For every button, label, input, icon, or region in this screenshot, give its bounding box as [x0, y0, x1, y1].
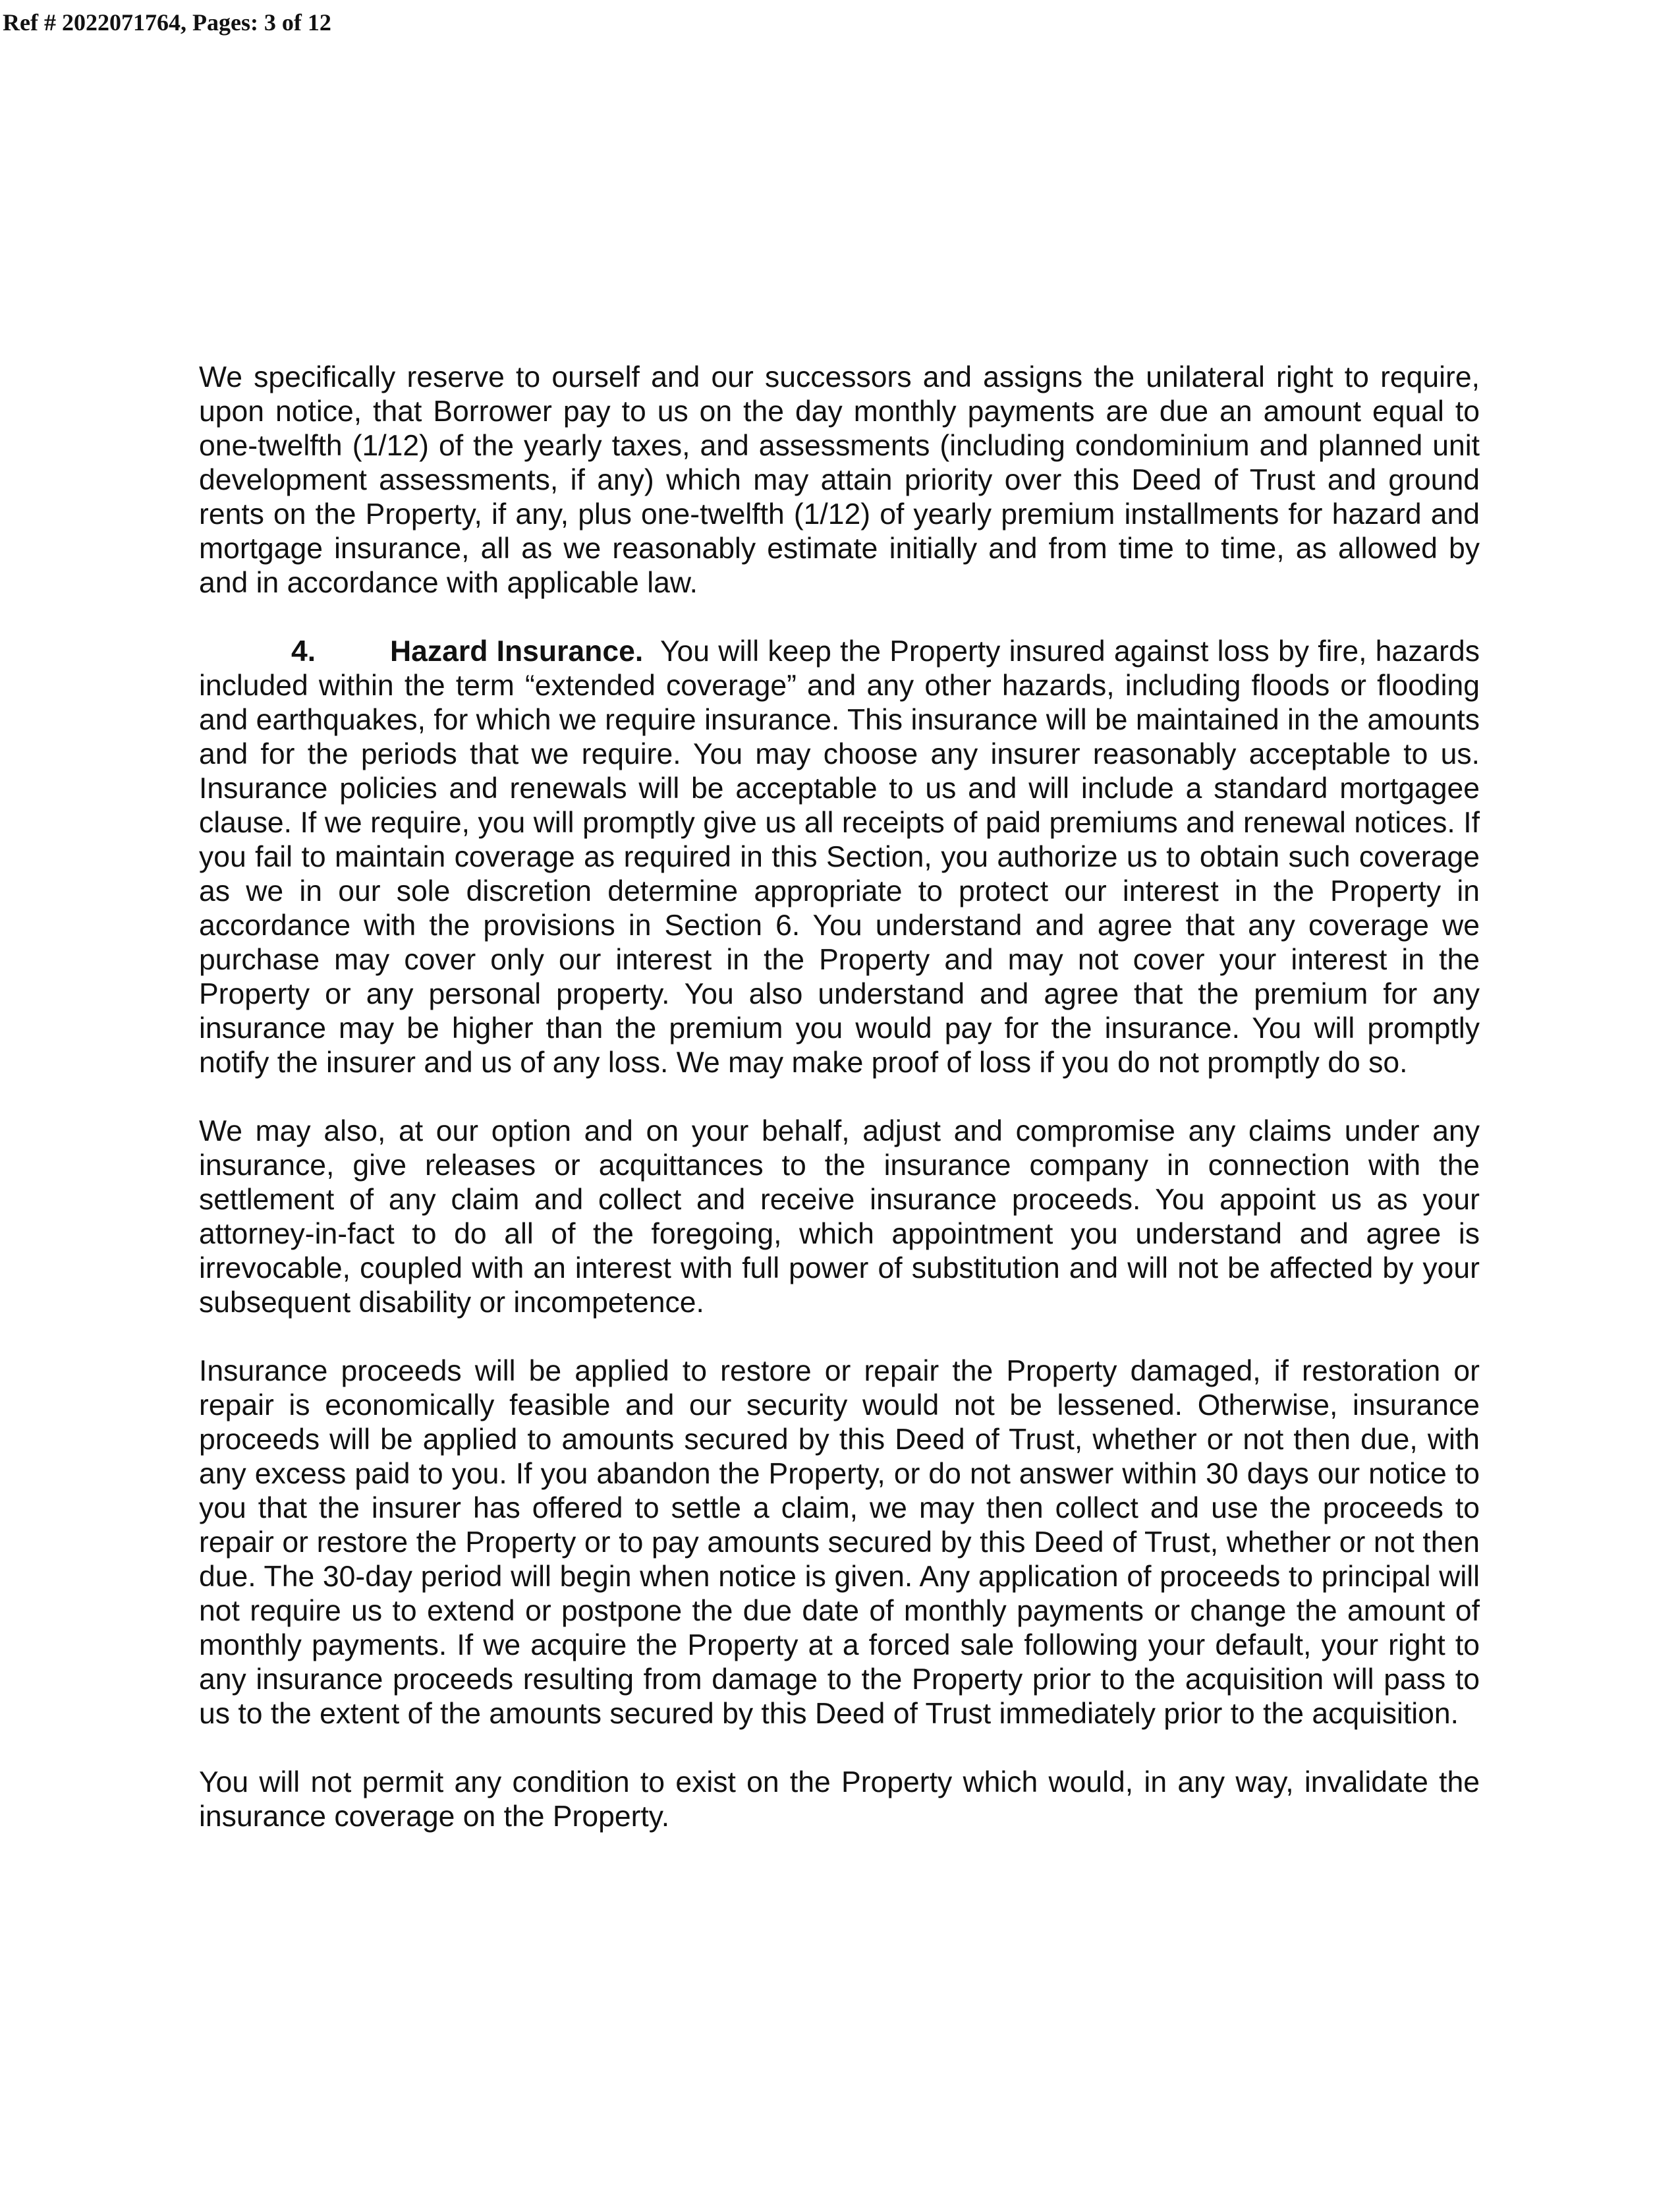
- page-count: Pages: 3 of 12: [192, 9, 331, 36]
- section-title: Hazard Insurance.: [390, 635, 644, 668]
- document-body: [199, 360, 1480, 1834]
- insurance-proceeds-paragraph: Insurance proceeds will be applied to restore or repair the Property damaged, if restoration or repair is economically feasible and our security would not be lessened. Otherwise, insurance proceeds will be applied to amounts secured by this Deed of Trust, whether or not then due, with any excess paid to you. If you abandon the Property, or do not answer within 30 days our notice to you that the insurer has offered to settle a claim, we may then collect and use the proceeds to repair or restore the Property or to pay amounts secured by this Deed of Trust, whether or not then due. The 30-day period will begin when notice is given. Any application of proceeds to principal will not require us to extend or postpone the due date of monthly payments or change the amount of monthly payments. If we acquire the Property at a forced sale following your default, your right to any insurance proceeds resulting from damage to the Property prior to the acquisition will pass to us to the extent of the amounts secured by this Deed of Trust immediately prior to the acquisition.: [199, 1355, 1480, 1730]
- escrow-reserve-paragraph: We specifically reserve to ourself and our successors and assigns the unilateral right to require, upon notice, that Borrower pay to us on the day monthly payments are due an amount equal to one-twelfth (1/12) of the yearly taxes, and assessments (including condominium and planned unit development assessments, if any) which may attain priority over this Deed of Trust and ground rents on the Property, if any, plus one-twelfth (1/12) of yearly premium installments for hazard and mortgage insurance, all as we reasonably estimate initially and from time to time, as allowed by and in accordance with applicable law.: [199, 361, 1480, 599]
- page-reference-header: [3, 8, 331, 37]
- section-text: You will keep the Property insured against loss by fire, hazards included within the term “extended coverage” and any other hazards, including floods or flooding and earthquakes, for which we require insurance. This insurance will be maintained in the amounts and for the periods that we require. You may choose any insurer reasonably acceptable to us. Insurance policies and renewals will be acceptable to us and will include a standard mortgagee clause. If we require, you will promptly give us all receipts of paid premiums and renewal notices. If you fail to maintain coverage as required in this Section, you authorize us to obtain such coverage as we in our sole discretion determine appropriate to protect our interest in the Property in accordance with the provisions in Section 6. You understand and agree that any coverage we purchase may cover only our interest in the Property and may not cover your interest in the Property or any personal property. You also understand and agree that the premium for any insurance may be higher than the premium you would pay for the insurance. You will promptly notify the insurer and us of any loss. We may make proof of loss if you do not promptly do so.: [199, 635, 1480, 1079]
- claims-adjustment-paragraph: We may also, at our option and on your behalf, adjust and compromise any claims under any insurance, give releases or acquittances to the insurance company in connection with the settlement of any claim and collect and receive insurance proceeds. You appoint us as your attorney-in-fact to do all of the foregoing, which appointment you understand and agree is irrevocable, coupled with an interest with full power of substitution and will not be affected by your subsequent disability or incompetence.: [199, 1115, 1480, 1319]
- reference-number: Ref # 2022071764,: [3, 9, 186, 36]
- section-4-hazard-insurance: [199, 635, 1480, 1080]
- coverage-condition-paragraph: You will not permit any condition to exist on the Property which would, in any way, invalidate the insurance coverage on the Property.: [199, 1766, 1480, 1833]
- section-number: 4.: [291, 635, 316, 668]
